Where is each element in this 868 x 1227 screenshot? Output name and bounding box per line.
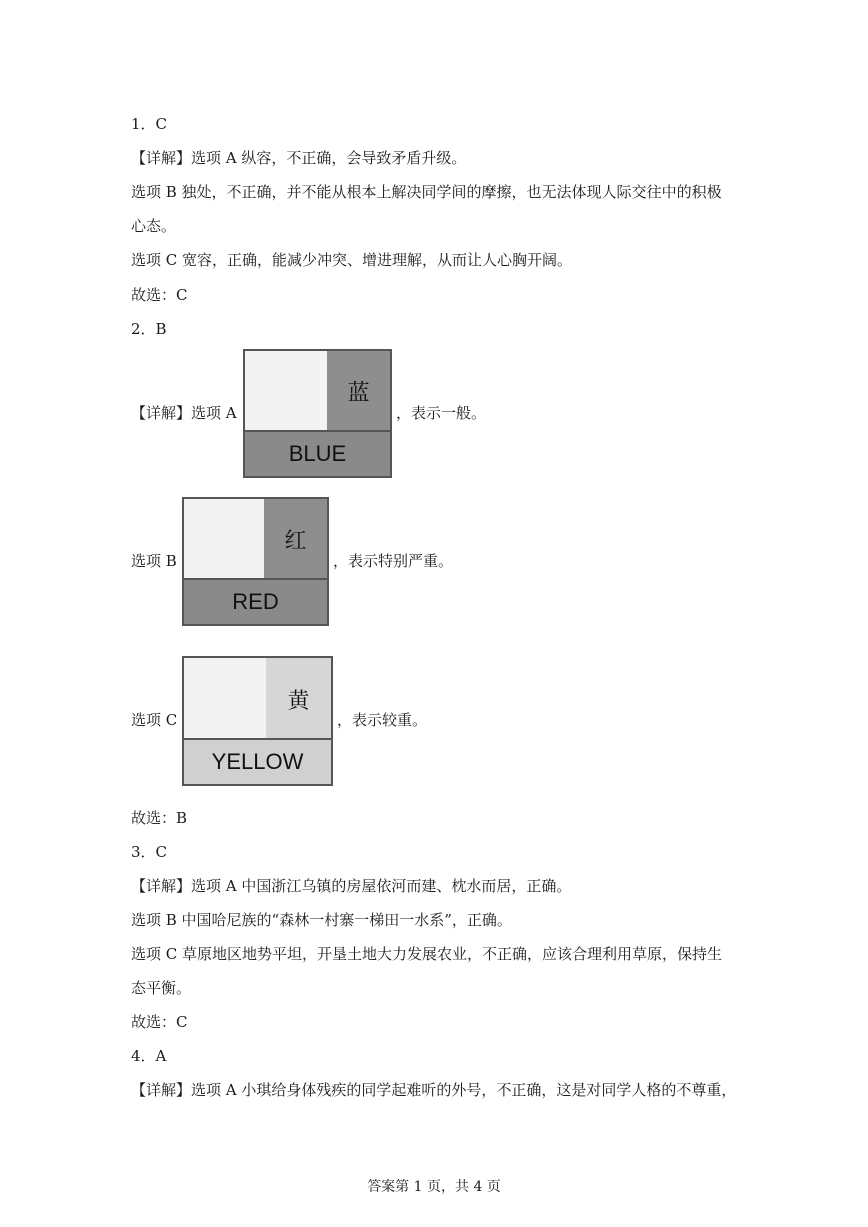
q3-line-4: 态平衡。 xyxy=(131,979,192,997)
blue-sign-word: BLUE xyxy=(245,430,390,476)
q3-line-1: 【详解】选项 A 中国浙江乌镇的房屋依河而建、枕水而居，正确。 xyxy=(131,877,572,895)
yellow-sign-word: YELLOW xyxy=(184,738,331,784)
blue-sign-char: 蓝 xyxy=(327,351,390,432)
q2-option-c-prefix: 选项 C xyxy=(131,711,178,729)
yellow-sign-char: 黄 xyxy=(266,658,331,740)
yellow-alert-sign xyxy=(182,656,333,786)
blue-alert-sign xyxy=(243,349,392,478)
red-alert-sign xyxy=(182,497,329,626)
red-sign-picture xyxy=(184,499,266,580)
red-sign-word: RED xyxy=(184,578,327,624)
q2-answer: 故选：B xyxy=(131,809,188,827)
q1-line-3: 心态。 xyxy=(131,217,177,235)
q3-answer: 故选：C xyxy=(131,1013,188,1031)
q3-number: 3．C xyxy=(131,843,168,861)
q3-line-2: 选项 B 中国哈尼族的“森林一村寨一梯田一水系”，正确。 xyxy=(131,911,512,929)
q2-option-c-suffix: ，表示较重。 xyxy=(337,711,428,729)
q1-line-2: 选项 B 独处，不正确，并不能从根本上解决同学间的摩擦，也无法体现人际交往中的积极 xyxy=(131,183,722,201)
q1-line-1: 【详解】选项 A 纵容，不正确，会导致矛盾升级。 xyxy=(131,149,467,167)
q3-line-3: 选项 C 草原地区地势平坦，开垦土地大力发展农业，不正确，应该合理利用草原，保持生 xyxy=(131,945,723,963)
blue-sign-picture xyxy=(245,351,329,432)
q2-option-a-suffix: ，表示一般。 xyxy=(396,404,487,422)
q2-number: 2．B xyxy=(131,320,167,338)
q1-line-4: 选项 C 宽容，正确，能减少冲突、增进理解，从而让人心胸开阔。 xyxy=(131,251,573,269)
yellow-sign-picture xyxy=(184,658,268,740)
q2-option-b-prefix: 选项 B xyxy=(131,552,177,570)
q4-line-1: 【详解】选项 A 小琪给身体残疾的同学起难听的外号，不正确，这是对同学人格的不尊重， xyxy=(131,1081,737,1099)
q1-number: 1．C xyxy=(131,115,168,133)
q2-option-b-suffix: ，表示特别严重。 xyxy=(333,552,454,570)
red-sign-char: 红 xyxy=(264,499,327,580)
q2-option-a-prefix: 【详解】选项 A xyxy=(131,404,237,422)
page-footer: 答案第 1 页，共 4 页 xyxy=(367,1179,501,1195)
q4-number: 4．A xyxy=(131,1047,167,1065)
q1-answer: 故选：C xyxy=(131,286,188,304)
